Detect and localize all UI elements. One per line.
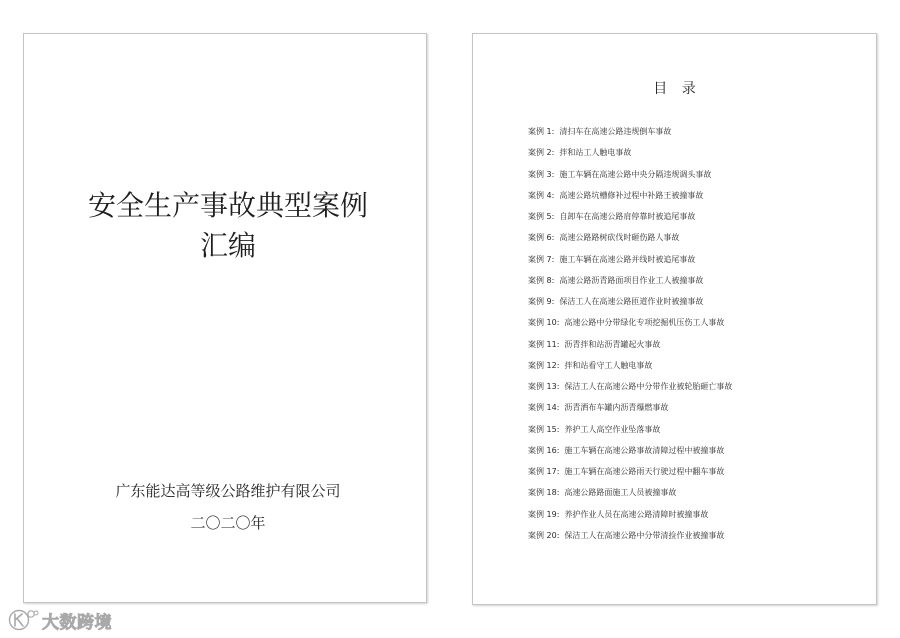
toc-item-label: 案例 13: [528, 382, 560, 391]
toc-item-label: 案例 9: [528, 297, 555, 306]
toc-page [472, 33, 877, 605]
publication-year: 二〇二〇年 [190, 514, 266, 532]
document-title-line-2: 汇编 [199, 229, 256, 262]
toc-item-label: 案例 20: [528, 530, 560, 540]
toc-item-label: 案例 2: [528, 148, 555, 158]
toc-item-title: 清扫车在高速公路违规倒车事故 [559, 127, 672, 136]
toc-item-title: 保洁工人在高速公路中分带作业被轮胎砸亡事故 [564, 382, 733, 391]
toc-item [528, 419, 858, 440]
toc-item [528, 440, 858, 461]
toc-item-title: 施工车辆在高速公路雨天行驶过程中翻车事故 [564, 467, 725, 476]
toc-item [528, 525, 858, 546]
watermark [6, 606, 112, 634]
toc-item [528, 461, 858, 482]
toc-item [528, 504, 858, 525]
toc-item-title: 高速公路沥青路面项目作业工人被撞事故 [559, 275, 704, 285]
toc-item-title: 沥青洒布车罐内沥青爆燃事故 [564, 403, 669, 413]
toc-item-label: 案例 7: [528, 254, 555, 264]
toc-item-title: 施工车辆在高速公路并线时被追尾事故 [559, 254, 696, 264]
toc-item-label: 案例 10: [528, 318, 560, 328]
toc-item-title: 高速公路中分带绿化专项挖掘机压伤工人事故 [564, 318, 725, 328]
toc-item-label: 案例 15: [528, 424, 560, 434]
toc-item-label: 案例 6: [528, 233, 555, 243]
toc-item-title: 高速公路路面施工人员被撞事故 [564, 488, 677, 498]
toc-item-title: 施工车辆在高速公路事故清障过程中被撞事故 [564, 445, 725, 455]
toc-item-label: 案例 1: [528, 127, 555, 136]
toc-item-title: 施工车辆在高速公路中央分隔违规调头事故 [559, 169, 712, 179]
toc-item [528, 185, 858, 206]
toc-list [528, 121, 858, 546]
toc-item-label: 案例 16: [528, 445, 560, 455]
toc-item-title: 拌和站工人触电事故 [559, 148, 632, 158]
toc-item [528, 249, 858, 270]
toc-item-title: 高速公路路树砍伐时砸伤路人事故 [559, 233, 680, 243]
toc-item [528, 397, 858, 418]
toc-item [528, 121, 858, 142]
toc-item [528, 291, 858, 312]
toc-item-label: 案例 11: [528, 339, 560, 349]
toc-item-title: 高速公路坑槽修补过程中补路王被撞事故 [559, 190, 704, 200]
toc-item [528, 206, 858, 227]
toc-item [528, 312, 858, 333]
toc-item [528, 334, 858, 355]
toc-item-label: 案例 5: [528, 212, 555, 221]
company-name: 广东能达高等级公路维护有限公司 [115, 482, 341, 500]
toc-item-title: 拌和站看守工人触电事故 [564, 360, 653, 370]
toc-item-title: 养护工人高空作业坠落事故 [564, 424, 661, 434]
toc-item-title: 保洁工人在高速公路中分带清捡作业被撞事故 [564, 530, 725, 540]
toc-item [528, 376, 858, 397]
toc-item [528, 355, 858, 376]
toc-item-label: 案例 3: [528, 169, 555, 179]
toc-item-label: 案例 4: [528, 190, 555, 200]
toc-item [528, 142, 858, 163]
toc-item-title: 保洁工人在高速公路匝道作业时被撞事故 [559, 297, 704, 306]
cover-footer [24, 475, 426, 539]
toc-heading: 目 录 [653, 81, 701, 97]
toc-item [528, 164, 858, 185]
toc-item [528, 227, 858, 248]
toc-item-title: 沥青拌和站沥青罐起火事故 [564, 339, 661, 349]
toc-item-label: 案例 12: [528, 360, 560, 370]
document-title-line-1: 安全生产事故典型案例 [87, 189, 368, 222]
toc-item [528, 482, 858, 503]
watermark-text: 大数跨境 [42, 612, 112, 633]
toc-item-label: 案例 17: [528, 467, 560, 476]
toc-item-label: 案例 14: [528, 403, 560, 413]
toc-item [528, 270, 858, 291]
cover-page [23, 33, 427, 603]
toc-item-label: 案例 19: [528, 509, 560, 519]
brand-logo-icon [6, 607, 40, 633]
document-title [24, 186, 426, 266]
toc-item-title: 自卸车在高速公路肩停靠时被追尾事故 [559, 212, 696, 221]
toc-item-label: 案例 18: [528, 488, 560, 498]
toc-item-label: 案例 8: [528, 275, 555, 285]
toc-item-title: 养护作业人员在高速公路清障时被撞事故 [564, 509, 709, 519]
